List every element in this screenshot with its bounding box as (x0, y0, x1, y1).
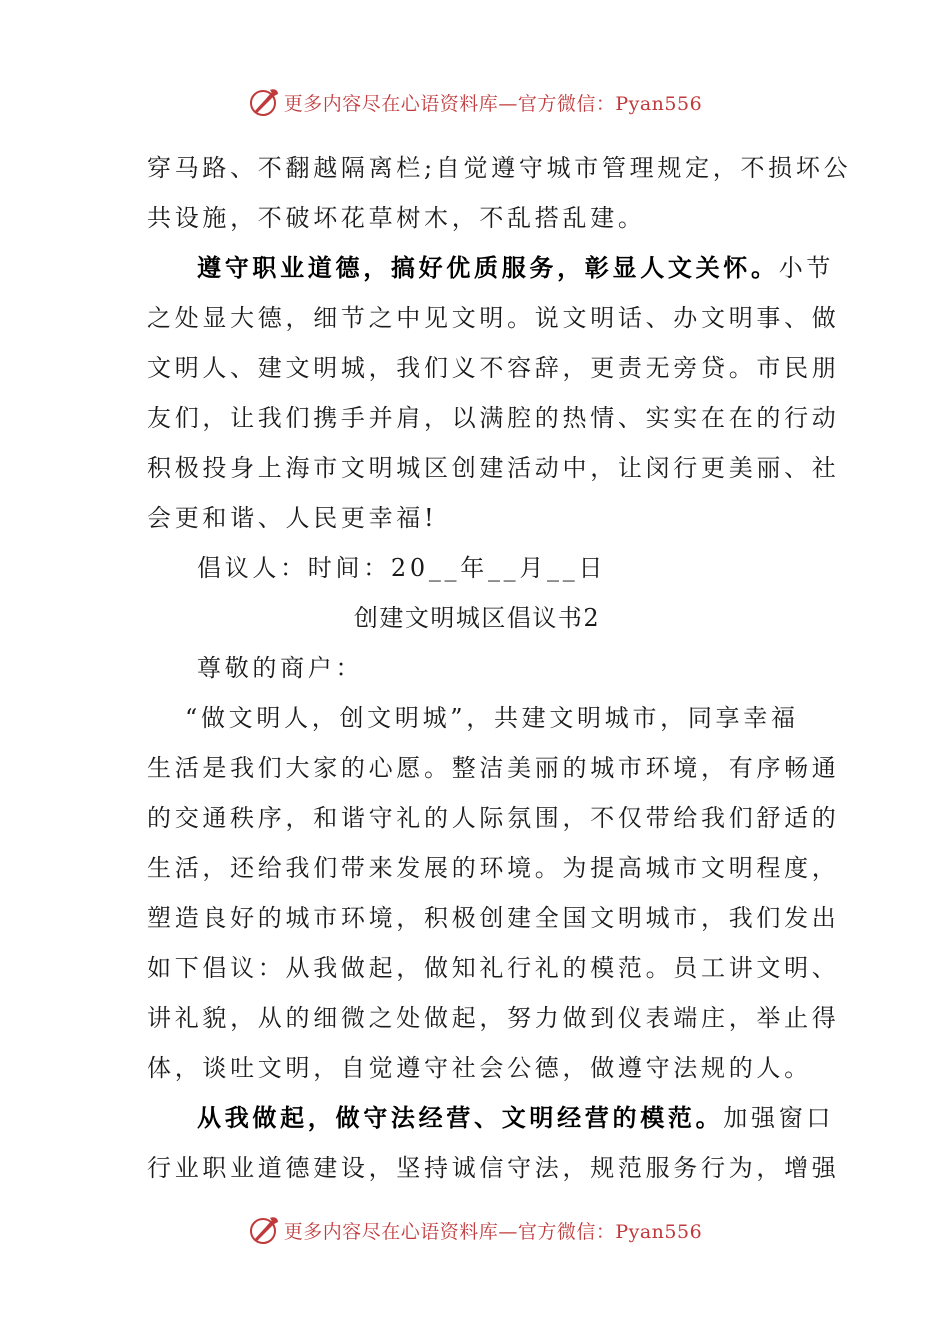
text-line: 穿马路、不翻越隔离栏;自觉遵守城市管理规定，不损坏公 (147, 154, 852, 182)
text-line: 从我做起，做守法经营、文明经营的模范。加强窗口 (197, 1103, 835, 1132)
salutation: 尊敬的商户： (197, 654, 364, 682)
text-line: 体，谈吐文明，自觉遵守社会公德，做遵守法规的人。 (147, 1054, 812, 1082)
quill-logo-icon (248, 1214, 280, 1246)
signature-line: 倡议人：时间：20__年__月__日 (197, 554, 607, 582)
text-line: 会更和谐、人民更幸福! (147, 504, 438, 532)
text-line: 之处显大德，细节之中见文明。说文明话、办文明事、做 (147, 304, 840, 332)
quill-logo-icon (248, 86, 280, 118)
header-watermark (0, 82, 950, 122)
text-line: 文明人、建文明城，我们义不容辞，更责无旁贷。市民朋 (147, 354, 840, 382)
text-line: 的交通秩序，和谐守礼的人际氛围，不仅带给我们舒适的 (147, 804, 840, 832)
text-line: 塑造良好的城市环境，积极创建全国文明城市，我们发出 (147, 904, 840, 932)
text-line: 遵守职业道德，搞好优质服务，彰显人文关怀。小节 (197, 253, 835, 282)
document-body (147, 143, 852, 1193)
text-line: “做文明人，创文明城”，共建文明城市，同享幸福 (185, 704, 799, 732)
paragraph-heading: 遵守职业道德，搞好优质服务，彰显人文关怀。 (197, 253, 779, 282)
text-line: 行业职业道德建设，坚持诚信守法，规范服务行为，增强 (147, 1154, 840, 1182)
text-line: 讲礼貌，从的细微之处做起，努力做到仪表端庄，举止得 (147, 1004, 840, 1032)
text-line: 共设施，不破坏花草树木，不乱搭乱建。 (147, 204, 646, 232)
text-line: 生活，还给我们带来发展的环境。为提高城市文明程度， (147, 854, 840, 882)
text-line: 生活是我们大家的心愿。整洁美丽的城市环境，有序畅通 (147, 754, 840, 782)
paragraph-heading: 从我做起，做守法经营、文明经营的模范。 (197, 1103, 724, 1132)
footer-watermark (0, 1210, 950, 1250)
text-line: 如下倡议：从我做起，做知礼行礼的模范。员工讲文明、 (147, 954, 840, 982)
watermark-text: 更多内容尽在心语资料库—官方微信：Pyan556 (283, 92, 703, 115)
text-line: 积极投身上海市文明城区创建活动中，让闵行更美丽、社 (147, 454, 840, 482)
watermark-text: 更多内容尽在心语资料库—官方微信：Pyan556 (283, 1220, 703, 1243)
section-title: 创建文明城区倡议书2 (353, 604, 601, 632)
text-line: 友们，让我们携手并肩，以满腔的热情、实实在在的行动 (147, 404, 840, 432)
